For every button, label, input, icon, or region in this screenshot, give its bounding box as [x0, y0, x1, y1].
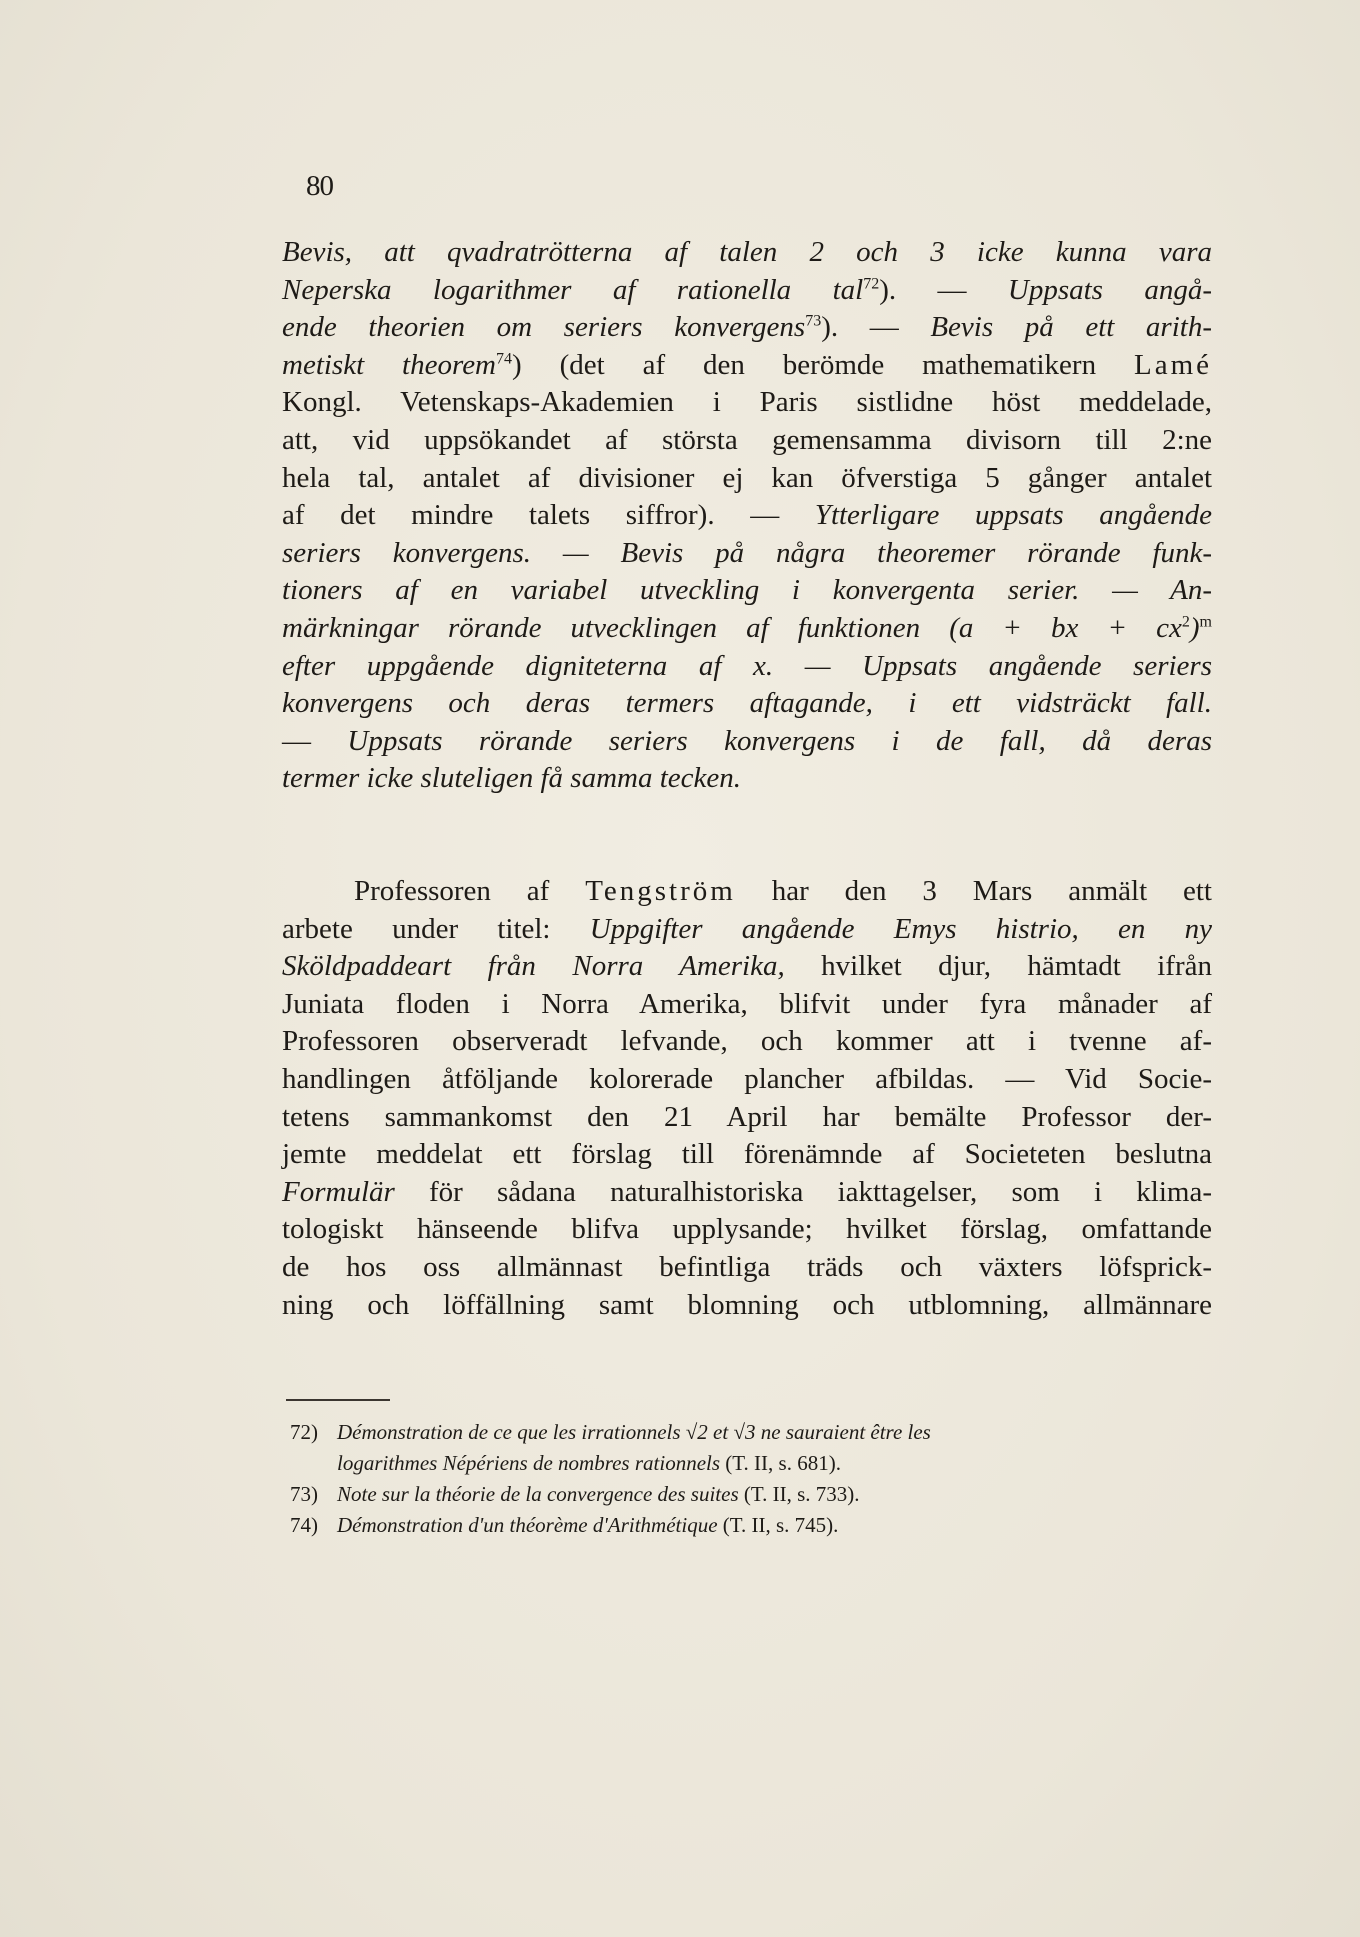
text-segment: Juniata floden i Norra Amerika, blifvit under fyra månader af	[282, 987, 1212, 1020]
footnote-reference: m	[1199, 613, 1212, 631]
text-segment: )	[1189, 611, 1200, 644]
text-line	[282, 272, 1212, 310]
footnote-line	[290, 1479, 1190, 1510]
text-segment: de hos oss allmännast befintliga träds och växters löfsprick-	[282, 1250, 1212, 1283]
text-line	[282, 685, 1212, 723]
text-line	[282, 422, 1212, 460]
text-line	[282, 572, 1212, 610]
text-segment: Démonstration de ce que les irrationnels √2 et √3 ne sauraient être les	[337, 1420, 931, 1444]
footnote-reference: 2	[1181, 613, 1190, 631]
footnote-marker: 74)	[290, 1513, 318, 1537]
text-line	[282, 873, 1212, 911]
text-line	[282, 760, 1212, 798]
footnote-line	[290, 1448, 1190, 1479]
text-segment: (T. II, s. 733).	[738, 1482, 860, 1506]
text-segment: metiskt theorem	[282, 348, 497, 381]
footnote-separator	[286, 1399, 390, 1401]
text-segment: hela tal, antalet af divisioner ej kan öfverstiga 5 gånger antalet	[282, 461, 1212, 494]
text-segment: arbete under titel:	[282, 912, 590, 945]
text-segment: Sköldpaddeart från Norra Amerika,	[282, 950, 785, 983]
text-segment: Uppgifter angående Emys histrio, en ny	[589, 912, 1212, 945]
text-line	[282, 648, 1212, 686]
footnotes	[290, 1417, 1190, 1541]
text-segment: konvergens och deras termers aftagande, i ett vidsträckt fall.	[282, 687, 1212, 720]
text-line	[282, 1287, 1212, 1325]
text-segment: seriers konvergens. — Bevis på några theoremer rörande funk-	[282, 536, 1212, 569]
footnote-reference: 74	[496, 350, 513, 368]
footnote-marker: 72)	[290, 1420, 318, 1444]
text-segment: tologiskt hänseende blifva upplysande; hvilket förslag, omfattande	[282, 1213, 1212, 1246]
text-line	[282, 1174, 1212, 1212]
text-segment: ). —	[879, 273, 1008, 306]
text-line	[282, 986, 1212, 1024]
text-line	[282, 1211, 1212, 1249]
footnote-reference: 72	[863, 274, 880, 292]
text-segment: handlingen åtföljande kolorerade plancher afbildas. — Vid Socie-	[282, 1062, 1212, 1095]
text-segment: Lamé	[1133, 348, 1212, 381]
text-line	[282, 1136, 1212, 1174]
text-segment: ende theorien om seriers konvergens	[282, 311, 806, 344]
text-segment: Kongl. Vetenskaps-Akademien i Paris sistlidne höst meddelade,	[282, 386, 1212, 419]
text-segment: tioners af en variabel utveckling i konvergenta serier. — An-	[282, 574, 1212, 607]
text-segment: Neperska logarithmer af rationella tal	[282, 273, 864, 306]
text-line	[282, 1099, 1212, 1137]
text-segment: logarithmes Népériens de nombres rationnels	[337, 1451, 721, 1475]
text-segment: Bevis, att qvadratrötterna af talen 2 och 3 icke kunna vara	[282, 236, 1212, 268]
text-line	[282, 911, 1212, 949]
text-segment: tetens sammankomst den 21 April har bemälte Professor der-	[282, 1100, 1212, 1133]
text-segment: (T. II, s. 681).	[720, 1451, 841, 1475]
text-segment: jemte meddelat ett förslag till förenämnde af Societeten beslutna	[282, 1138, 1212, 1171]
text-segment: hvilket djur, hämtadt ifrån	[784, 950, 1212, 983]
text-segment: Tengström	[585, 875, 736, 907]
paragraph-2	[282, 873, 1212, 1324]
text-segment: har den 3 Mars anmält ett	[735, 875, 1212, 907]
text-segment: för sådana naturalhistoriska iakttagelser, som i klima-	[394, 1175, 1212, 1208]
text-segment: Professoren af	[354, 875, 586, 907]
text-segment: Uppsats rörande seriers konvergens i de fall, då deras	[347, 724, 1213, 757]
text-segment: ). —	[821, 311, 931, 344]
text-line	[282, 610, 1212, 648]
text-segment: Ytterligare uppsats angående	[814, 499, 1212, 532]
footnote-marker: 73)	[290, 1482, 318, 1506]
text-segment: af det mindre talets siffror). —	[282, 499, 815, 532]
text-segment: ning och löffällning samt blomning och utblomning, allmännare	[282, 1288, 1212, 1321]
text-line	[282, 497, 1212, 535]
text-line	[282, 1061, 1212, 1099]
text-line	[282, 1249, 1212, 1287]
text-line	[282, 309, 1212, 347]
text-segment: märkningar rörande utvecklingen af funktionen (a + bx + cx	[282, 611, 1182, 644]
text-line	[282, 1023, 1212, 1061]
text-segment: —	[282, 724, 348, 757]
text-segment: termer icke sluteligen få samma tecken.	[282, 762, 742, 795]
text-line	[282, 948, 1212, 986]
text-segment: efter uppgående digniteterna af x. — Uppsats angående seriers	[282, 649, 1212, 682]
page-number: 80	[306, 170, 333, 202]
text-segment: Formulär	[282, 1175, 395, 1208]
text-segment: Note sur la théorie de la convergence des suites	[337, 1482, 739, 1506]
text-line	[282, 347, 1212, 385]
text-line	[282, 535, 1212, 573]
paragraph-1	[282, 234, 1212, 798]
text-segment: (T. II, s. 745).	[717, 1513, 839, 1537]
text-line	[282, 384, 1212, 422]
footnote-line	[290, 1417, 1190, 1448]
text-segment: ) (det af den berömde mathematikern	[512, 348, 1134, 381]
text-segment: Uppsats angå-	[1007, 273, 1212, 306]
text-segment: Bevis på ett arith-	[930, 311, 1212, 344]
text-segment: Professoren observeradt lefvande, och kommer att i tvenne af-	[282, 1025, 1212, 1058]
text-line	[282, 234, 1212, 272]
text-line	[282, 723, 1212, 761]
text-segment: att, vid uppsökandet af största gemensamma divisorn till 2:ne	[282, 423, 1212, 456]
footnote-reference: 73	[805, 312, 822, 330]
text-line	[282, 460, 1212, 498]
footnote-line	[290, 1510, 1190, 1541]
text-segment: Démonstration d'un théorème d'Arithmétique	[337, 1513, 718, 1537]
